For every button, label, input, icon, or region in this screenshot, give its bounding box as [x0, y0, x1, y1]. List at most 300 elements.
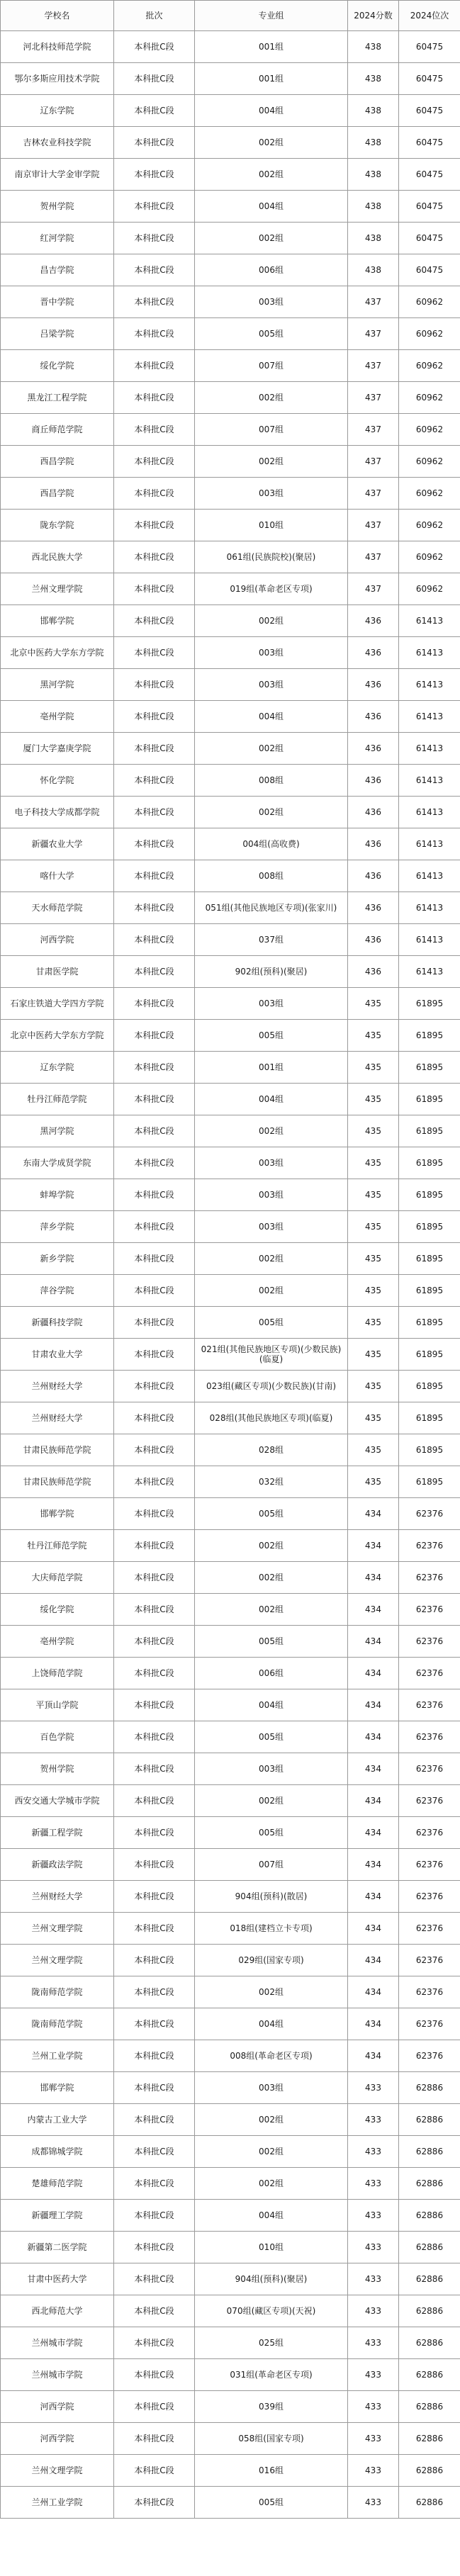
batch-cell: 本科批C段 [114, 1466, 195, 1498]
batch-cell: 本科批C段 [114, 2072, 195, 2104]
rank-cell: 61895 [399, 1147, 460, 1179]
batch-cell: 本科批C段 [114, 2295, 195, 2327]
school-cell: 甘肃民族师范学院 [1, 1434, 114, 1466]
header-group: 专业组 [195, 1, 348, 31]
table-row [1, 510, 460, 541]
school-cell: 百色学院 [1, 1721, 114, 1753]
group-cell: 010组 [195, 2232, 348, 2263]
school-cell: 河北科技师范学院 [1, 31, 114, 63]
rank-cell: 60475 [399, 31, 460, 63]
table-row [1, 2295, 460, 2327]
batch-cell: 本科批C段 [114, 2359, 195, 2391]
score-cell: 434 [348, 1658, 399, 1689]
rank-cell: 61413 [399, 924, 460, 956]
batch-cell: 本科批C段 [114, 1849, 195, 1881]
batch-cell: 本科批C段 [114, 733, 195, 765]
table-row [1, 1084, 460, 1115]
group-cell: 037组 [195, 924, 348, 956]
group-cell: 004组 [195, 701, 348, 733]
group-cell: 004组 [195, 1084, 348, 1115]
rank-cell: 60475 [399, 254, 460, 286]
batch-cell: 本科批C段 [114, 1945, 195, 1976]
group-cell: 003组 [195, 478, 348, 510]
table-row [1, 1530, 460, 1562]
batch-cell: 本科批C段 [114, 1052, 195, 1084]
score-cell: 438 [348, 95, 399, 127]
table-row [1, 1466, 460, 1498]
score-cell: 435 [348, 1434, 399, 1466]
batch-cell: 本科批C段 [114, 95, 195, 127]
group-cell: 007组 [195, 350, 348, 382]
score-cell: 437 [348, 318, 399, 350]
rank-cell: 62376 [399, 1721, 460, 1753]
table-row [1, 828, 460, 860]
score-cell: 437 [348, 446, 399, 478]
table-row [1, 892, 460, 924]
rank-cell: 60962 [399, 286, 460, 318]
table-row [1, 1339, 460, 1371]
group-cell: 003组 [195, 1211, 348, 1243]
group-cell: 002组 [195, 446, 348, 478]
score-cell: 433 [348, 2423, 399, 2455]
batch-cell: 本科批C段 [114, 765, 195, 797]
score-cell: 433 [348, 2136, 399, 2168]
table-row [1, 31, 460, 63]
rank-cell: 62376 [399, 1562, 460, 1594]
score-cell: 433 [348, 2455, 399, 2487]
group-cell: 019组(革命老区专项) [195, 573, 348, 605]
group-cell: 904组(预科)(聚居) [195, 2263, 348, 2295]
table-row [1, 2359, 460, 2391]
table-row [1, 2104, 460, 2136]
rank-cell: 61413 [399, 892, 460, 924]
score-cell: 434 [348, 1530, 399, 1562]
score-cell: 436 [348, 701, 399, 733]
score-cell: 435 [348, 1179, 399, 1211]
score-cell: 434 [348, 1881, 399, 1913]
group-cell: 018组(建档立卡专项) [195, 1913, 348, 1945]
group-cell: 002组 [195, 127, 348, 159]
table-row [1, 1658, 460, 1689]
rank-cell: 60962 [399, 350, 460, 382]
group-cell: 021组(其他民族地区专项)(少数民族)(临夏) [195, 1339, 348, 1371]
group-cell: 904组(预科)(散居) [195, 1881, 348, 1913]
score-cell: 438 [348, 159, 399, 191]
school-cell: 吕梁学院 [1, 318, 114, 350]
rank-cell: 60962 [399, 510, 460, 541]
table-row [1, 1849, 460, 1881]
score-cell: 436 [348, 605, 399, 637]
table-row [1, 1052, 460, 1084]
table-row [1, 382, 460, 414]
rank-cell: 61413 [399, 701, 460, 733]
rank-cell: 62376 [399, 1945, 460, 1976]
batch-cell: 本科批C段 [114, 1115, 195, 1147]
rank-cell: 60475 [399, 127, 460, 159]
school-cell: 河西学院 [1, 924, 114, 956]
table-row [1, 860, 460, 892]
group-cell: 007组 [195, 1849, 348, 1881]
score-cell: 435 [348, 1466, 399, 1498]
batch-cell: 本科批C段 [114, 2040, 195, 2072]
group-cell: 005组 [195, 318, 348, 350]
group-cell: 032组 [195, 1466, 348, 1498]
group-cell: 028组 [195, 1434, 348, 1466]
batch-cell: 本科批C段 [114, 2232, 195, 2263]
group-cell: 001组 [195, 63, 348, 95]
batch-cell: 本科批C段 [114, 1434, 195, 1466]
batch-cell: 本科批C段 [114, 318, 195, 350]
school-cell: 新疆政法学院 [1, 1849, 114, 1881]
batch-cell: 本科批C段 [114, 541, 195, 573]
score-cell: 434 [348, 1689, 399, 1721]
rank-cell: 61895 [399, 1466, 460, 1498]
score-cell: 434 [348, 1945, 399, 1976]
table-row [1, 1434, 460, 1466]
group-cell: 002组 [195, 733, 348, 765]
batch-cell: 本科批C段 [114, 1562, 195, 1594]
group-cell: 002组 [195, 1785, 348, 1817]
table-row [1, 1211, 460, 1243]
group-cell: 070组(藏区专项)(天祝) [195, 2295, 348, 2327]
table-row [1, 1881, 460, 1913]
score-cell: 438 [348, 127, 399, 159]
rank-cell: 61895 [399, 1307, 460, 1339]
score-cell: 433 [348, 2200, 399, 2232]
table-row [1, 1498, 460, 1530]
rank-cell: 61895 [399, 1179, 460, 1211]
batch-cell: 本科批C段 [114, 2200, 195, 2232]
score-cell: 435 [348, 1243, 399, 1275]
score-cell: 436 [348, 637, 399, 669]
batch-cell: 本科批C段 [114, 382, 195, 414]
school-cell: 甘肃医学院 [1, 956, 114, 988]
batch-cell: 本科批C段 [114, 2423, 195, 2455]
score-cell: 437 [348, 382, 399, 414]
rank-cell: 61413 [399, 765, 460, 797]
score-cell: 434 [348, 1721, 399, 1753]
table-row [1, 1626, 460, 1658]
group-cell: 004组 [195, 2008, 348, 2040]
school-cell: 大庆师范学院 [1, 1562, 114, 1594]
table-row [1, 1817, 460, 1849]
score-cell: 435 [348, 1052, 399, 1084]
table-row [1, 2327, 460, 2359]
school-cell: 西安交通大学城市学院 [1, 1785, 114, 1817]
group-cell: 002组 [195, 2168, 348, 2200]
table-row [1, 446, 460, 478]
score-cell: 436 [348, 797, 399, 828]
rank-cell: 61895 [399, 988, 460, 1020]
school-cell: 南京审计大学金审学院 [1, 159, 114, 191]
school-cell: 兰州文理学院 [1, 573, 114, 605]
rank-cell: 62376 [399, 1817, 460, 1849]
batch-cell: 本科批C段 [114, 159, 195, 191]
group-cell: 003组 [195, 988, 348, 1020]
group-cell: 023组(藏区专项)(少数民族)(甘南) [195, 1371, 348, 1402]
group-cell: 004组 [195, 95, 348, 127]
group-cell: 031组(革命老区专项) [195, 2359, 348, 2391]
table-row [1, 1785, 460, 1817]
table-row [1, 2391, 460, 2423]
score-cell: 437 [348, 350, 399, 382]
rank-cell: 61895 [399, 1275, 460, 1307]
rank-cell: 60962 [399, 573, 460, 605]
score-cell: 436 [348, 924, 399, 956]
rank-cell: 61895 [399, 1084, 460, 1115]
school-cell: 兰州城市学院 [1, 2359, 114, 2391]
score-cell: 433 [348, 2072, 399, 2104]
rank-cell: 62376 [399, 1913, 460, 1945]
table-row [1, 286, 460, 318]
school-cell: 西昌学院 [1, 446, 114, 478]
batch-cell: 本科批C段 [114, 1530, 195, 1562]
score-cell: 434 [348, 1626, 399, 1658]
score-cell: 434 [348, 1498, 399, 1530]
table-row [1, 924, 460, 956]
score-cell: 433 [348, 2263, 399, 2295]
batch-cell: 本科批C段 [114, 2487, 195, 2519]
table-row [1, 1945, 460, 1976]
school-cell: 贺州学院 [1, 1753, 114, 1785]
group-cell: 003组 [195, 669, 348, 701]
group-cell: 002组 [195, 223, 348, 254]
table-row [1, 956, 460, 988]
rank-cell: 62886 [399, 2168, 460, 2200]
batch-cell: 本科批C段 [114, 637, 195, 669]
batch-cell: 本科批C段 [114, 797, 195, 828]
score-cell: 434 [348, 2008, 399, 2040]
table-row [1, 2008, 460, 2040]
school-cell: 兰州财经大学 [1, 1371, 114, 1402]
table-row [1, 2487, 460, 2519]
rank-cell: 60475 [399, 63, 460, 95]
score-cell: 433 [348, 2168, 399, 2200]
rank-cell: 61895 [399, 1211, 460, 1243]
batch-cell: 本科批C段 [114, 988, 195, 1020]
header-batch: 批次 [114, 1, 195, 31]
rank-cell: 60962 [399, 318, 460, 350]
batch-cell: 本科批C段 [114, 191, 195, 223]
group-cell: 005组 [195, 1626, 348, 1658]
group-cell: 001组 [195, 1052, 348, 1084]
batch-cell: 本科批C段 [114, 860, 195, 892]
table-row [1, 1243, 460, 1275]
table-row [1, 605, 460, 637]
rank-cell: 62376 [399, 2008, 460, 2040]
score-cell: 437 [348, 478, 399, 510]
school-cell: 河西学院 [1, 2391, 114, 2423]
school-cell: 成都锦城学院 [1, 2136, 114, 2168]
school-cell: 内蒙古工业大学 [1, 2104, 114, 2136]
rank-cell: 62886 [399, 2200, 460, 2232]
group-cell: 029组(国家专项) [195, 1945, 348, 1976]
school-cell: 兰州财经大学 [1, 1881, 114, 1913]
score-cell: 433 [348, 2295, 399, 2327]
score-cell: 433 [348, 2327, 399, 2359]
batch-cell: 本科批C段 [114, 1658, 195, 1689]
batch-cell: 本科批C段 [114, 669, 195, 701]
batch-cell: 本科批C段 [114, 892, 195, 924]
score-cell: 437 [348, 286, 399, 318]
score-cell: 437 [348, 573, 399, 605]
batch-cell: 本科批C段 [114, 350, 195, 382]
score-cell: 438 [348, 63, 399, 95]
group-cell: 004组 [195, 1689, 348, 1721]
score-cell: 434 [348, 1753, 399, 1785]
table-row [1, 1976, 460, 2008]
group-cell: 004组(高收费) [195, 828, 348, 860]
group-cell: 061组(民族院校)(聚居) [195, 541, 348, 573]
group-cell: 002组 [195, 1243, 348, 1275]
school-cell: 红河学院 [1, 223, 114, 254]
group-cell: 002组 [195, 1976, 348, 2008]
rank-cell: 61895 [399, 1371, 460, 1402]
group-cell: 002组 [195, 1594, 348, 1626]
table-row [1, 733, 460, 765]
school-cell: 兰州工业学院 [1, 2487, 114, 2519]
score-cell: 435 [348, 1371, 399, 1402]
header-school: 学校名 [1, 1, 114, 31]
rank-cell: 61895 [399, 1402, 460, 1434]
rank-cell: 61413 [399, 637, 460, 669]
score-cell: 434 [348, 1976, 399, 2008]
school-cell: 牡丹江师范学院 [1, 1530, 114, 1562]
table-row [1, 988, 460, 1020]
batch-cell: 本科批C段 [114, 1020, 195, 1052]
batch-cell: 本科批C段 [114, 414, 195, 446]
table-row [1, 95, 460, 127]
rank-cell: 62376 [399, 1658, 460, 1689]
rank-cell: 61895 [399, 1020, 460, 1052]
table-row [1, 1115, 460, 1147]
group-cell: 002组 [195, 2104, 348, 2136]
group-cell: 005组 [195, 1817, 348, 1849]
rank-cell: 62886 [399, 2263, 460, 2295]
table-row [1, 63, 460, 95]
rank-cell: 62376 [399, 1849, 460, 1881]
batch-cell: 本科批C段 [114, 63, 195, 95]
group-cell: 007组 [195, 414, 348, 446]
school-cell: 天水师范学院 [1, 892, 114, 924]
table-row [1, 2072, 460, 2104]
batch-cell: 本科批C段 [114, 2008, 195, 2040]
score-cell: 435 [348, 1275, 399, 1307]
group-cell: 002组 [195, 2136, 348, 2168]
group-cell: 008组 [195, 765, 348, 797]
batch-cell: 本科批C段 [114, 1753, 195, 1785]
score-cell: 434 [348, 1913, 399, 1945]
batch-cell: 本科批C段 [114, 2168, 195, 2200]
school-cell: 西昌学院 [1, 478, 114, 510]
table-row [1, 701, 460, 733]
school-cell: 绥化学院 [1, 1594, 114, 1626]
group-cell: 002组 [195, 159, 348, 191]
group-cell: 002组 [195, 1562, 348, 1594]
rank-cell: 62886 [399, 2391, 460, 2423]
group-cell: 003组 [195, 2072, 348, 2104]
score-cell: 434 [348, 1817, 399, 1849]
batch-cell: 本科批C段 [114, 924, 195, 956]
rank-cell: 62376 [399, 1498, 460, 1530]
group-cell: 004组 [195, 2200, 348, 2232]
school-cell: 黑河学院 [1, 669, 114, 701]
batch-cell: 本科批C段 [114, 2263, 195, 2295]
rank-cell: 62376 [399, 1881, 460, 1913]
score-cell: 433 [348, 2359, 399, 2391]
rank-cell: 61895 [399, 1339, 460, 1371]
batch-cell: 本科批C段 [114, 1211, 195, 1243]
group-cell: 002组 [195, 605, 348, 637]
school-cell: 兰州城市学院 [1, 2327, 114, 2359]
header-row [1, 1, 460, 31]
score-cell: 436 [348, 892, 399, 924]
batch-cell: 本科批C段 [114, 2327, 195, 2359]
table-row [1, 254, 460, 286]
table-row [1, 1562, 460, 1594]
batch-cell: 本科批C段 [114, 828, 195, 860]
batch-cell: 本科批C段 [114, 701, 195, 733]
rank-cell: 60475 [399, 159, 460, 191]
rank-cell: 60962 [399, 414, 460, 446]
rank-cell: 62376 [399, 1626, 460, 1658]
rank-cell: 62376 [399, 1689, 460, 1721]
school-cell: 平顶山学院 [1, 1689, 114, 1721]
school-cell: 怀化学院 [1, 765, 114, 797]
score-cell: 436 [348, 828, 399, 860]
rank-cell: 61413 [399, 733, 460, 765]
batch-cell: 本科批C段 [114, 223, 195, 254]
group-cell: 003组 [195, 1753, 348, 1785]
school-cell: 邯郸学院 [1, 1498, 114, 1530]
school-cell: 邯郸学院 [1, 2072, 114, 2104]
rank-cell: 62886 [399, 2487, 460, 2519]
rank-cell: 61895 [399, 1434, 460, 1466]
rank-cell: 62886 [399, 2423, 460, 2455]
group-cell: 006组 [195, 1658, 348, 1689]
header-rank: 2024位次 [399, 1, 460, 31]
school-cell: 甘肃农业大学 [1, 1339, 114, 1371]
score-cell: 436 [348, 669, 399, 701]
score-cell: 435 [348, 1307, 399, 1339]
batch-cell: 本科批C段 [114, 31, 195, 63]
school-cell: 邯郸学院 [1, 605, 114, 637]
school-cell: 新疆工程学院 [1, 1817, 114, 1849]
score-cell: 438 [348, 223, 399, 254]
school-cell: 亳州学院 [1, 1626, 114, 1658]
score-cell: 434 [348, 2040, 399, 2072]
group-cell: 002组 [195, 797, 348, 828]
group-cell: 058组(国家专项) [195, 2423, 348, 2455]
rank-cell: 61413 [399, 828, 460, 860]
rank-cell: 60962 [399, 446, 460, 478]
table-row [1, 159, 460, 191]
score-cell: 436 [348, 956, 399, 988]
school-cell: 石家庄铁道大学四方学院 [1, 988, 114, 1020]
school-cell: 陇东学院 [1, 510, 114, 541]
school-cell: 电子科技大学成都学院 [1, 797, 114, 828]
batch-cell: 本科批C段 [114, 2136, 195, 2168]
table-row [1, 2455, 460, 2487]
table-row [1, 1275, 460, 1307]
table-row [1, 1179, 460, 1211]
school-cell: 新乡学院 [1, 1243, 114, 1275]
table-row [1, 2136, 460, 2168]
rank-cell: 60962 [399, 382, 460, 414]
batch-cell: 本科批C段 [114, 1626, 195, 1658]
batch-cell: 本科批C段 [114, 1179, 195, 1211]
school-cell: 西北师范大学 [1, 2295, 114, 2327]
